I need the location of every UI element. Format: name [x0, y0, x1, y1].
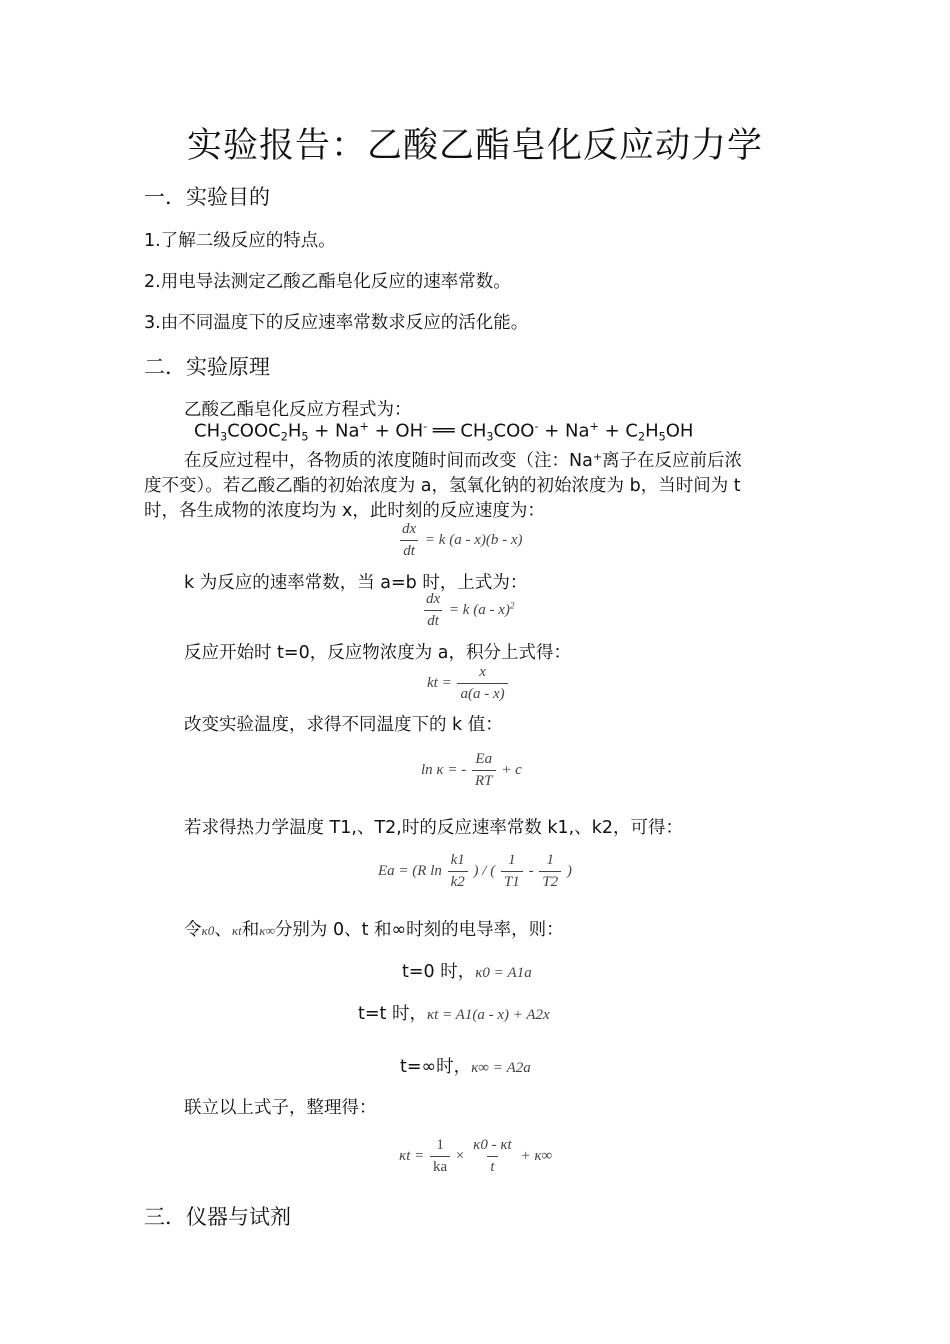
- condition-tinf: t=∞时，κ∞ = A2a: [400, 1057, 531, 1077]
- equation-activation-energy: Ea = (R ln $\frac{k1}{k2}$ ) / ( $\frac{1}{T1}$ - $\frac{1}{T2}$ ): [378, 852, 572, 890]
- paragraph-temperature: 改变实验温度，求得不同温度下的 k 值：: [184, 715, 503, 735]
- equation-rate-equal: $\frac{dx}{dt}$ = k (a - x)$^2$: [426, 591, 515, 629]
- condition-t0: t=0 时，κ0 = A1a: [402, 962, 532, 982]
- paragraph-process: 在反应过程中，各物质的浓度随时间而改变（注：Na⁺离子在反应前后浓: [184, 451, 743, 471]
- section-heading-principle: 二．实验原理: [144, 355, 270, 379]
- condition-tt: t=t 时，κt = A1(a - x) + A2x: [358, 1004, 550, 1024]
- objective-item: 3.由不同温度下的反应速率常数求反应的活化能。: [144, 313, 529, 333]
- equation-arrhenius: ln κ = - $\frac{Ea}{RT}$ + c: [421, 751, 522, 789]
- paragraph-process: 度不变）。若乙酸乙酯的初始浓度为 a，氢氧化钠的初始浓度为 b，当时间为 t: [144, 476, 741, 496]
- page-title: 实验报告：乙酸乙酯皂化反应动力学: [186, 126, 763, 166]
- section-heading-objectives: 一．实验目的: [144, 185, 270, 209]
- equation-rate: $\frac{dx}{dt}$ = k (a - x)(b - x): [402, 521, 523, 559]
- paragraph-equation-intro: 乙酸乙酯皂化反应方程式为：: [184, 400, 412, 420]
- paragraph-t1-t2: 若求得热力学温度 T1,、T2,时的反应速率常数 k1,、k2，可得：: [184, 818, 683, 838]
- paragraph-k: k 为反应的速率常数，当 a=b 时，上式为：: [184, 573, 528, 593]
- equation-final: κt = $\frac{1}{ka}$ × $\frac{\kappa 0 - \kappa t}{t}$ + κ∞: [399, 1137, 553, 1175]
- section-heading-instruments: 三．仪器与试剂: [144, 1205, 291, 1229]
- reaction-equation: $CH_3COOC_2H_5 + Na^+ + OH^-$ ══ $CH_3COO^- + Na^+ + C_2H_5OH$: [194, 420, 694, 444]
- equation-integrated: kt = $\frac{x}{a(a - x)}$: [427, 664, 510, 703]
- objective-item: 2.用电导法测定乙酸乙酯皂化反应的速率常数。: [144, 272, 511, 292]
- paragraph-combine: 联立以上式子，整理得：: [184, 1098, 377, 1118]
- paragraph-conductivity: 令κ0、κt和κ∞分别为 0、t 和∞时刻的电导率，则：: [184, 920, 564, 940]
- paragraph-process: 时，各生成物的浓度均为 x，此时刻的反应速度为：: [144, 501, 545, 521]
- paragraph-start: 反应开始时 t=0，反应物浓度为 a，积分上式得：: [184, 643, 572, 663]
- objective-item: 1.了解二级反应的特点。: [144, 231, 336, 251]
